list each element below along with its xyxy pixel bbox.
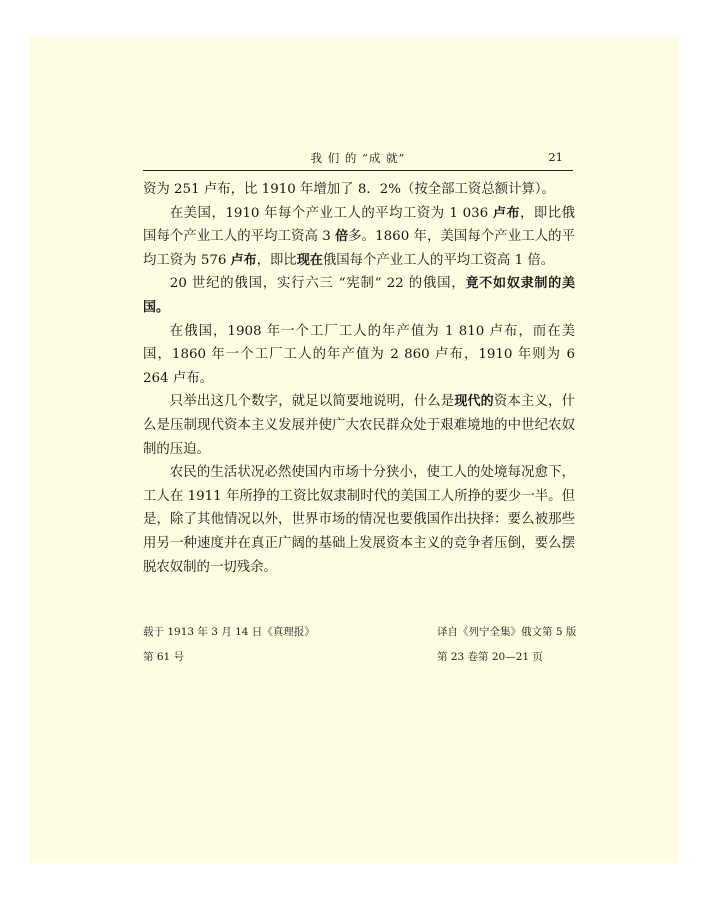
- page-number: 21: [548, 150, 563, 164]
- paragraph: [143, 202, 575, 273]
- emphasis-text: 现在: [296, 252, 323, 268]
- paragraph-text: 农民的生活状况必然使国内市场十分狭小，使工人的处境每况愈下，工人在 1911 年所挣的工资比奴隶制时代的美国工人所挣的要少一半。但是，除了其他情况以外，世界市场的情况也要俄国作出抉择：要么被那些用另一种速度并在真正广阔的基础上发展资本主义的竞争者压倒，要么摆脱农奴制的一切残余。: [143, 465, 575, 575]
- paragraph: [143, 272, 575, 319]
- paragraph: [143, 390, 575, 461]
- paragraph: [143, 178, 575, 202]
- chapter-title: 我 们 的 “成 就”: [310, 151, 406, 165]
- publication-info: [143, 620, 373, 670]
- paragraph-text: 在俄国，1908 年一个工厂工人的年产值为 1 810 卢布，而在美国，1860 年一个工厂工人的年产值为 2 860 卢布，1910 年则为 6 264 卢布。: [143, 323, 575, 386]
- emphasis-text: 倍: [335, 229, 349, 245]
- publication-line-1: 载于 1913 年 3 月 14 日《真理报》: [143, 626, 315, 638]
- paragraph-text: 在美国，1910 年每个产业工人的平均工资为 1 036: [169, 205, 493, 221]
- emphasis-text: 卢布: [492, 205, 520, 221]
- translation-line-1: 译自《列宁全集》俄文第 5 版: [437, 626, 577, 638]
- paragraph-text: 多。1860 年，美国每个产业工人的平均工资为 576: [143, 229, 575, 268]
- paragraph-text: 20 世纪的俄国，实行六三 “宪制” 22 的俄国，: [169, 276, 466, 292]
- paragraph: [143, 320, 575, 391]
- paragraph-text: 资本主义，什么是压制现代资本主义发展并使广大农民群众处于艰难境地的中世纪农奴制的压迫。: [143, 394, 575, 457]
- running-header: [143, 150, 573, 168]
- body-text: [143, 178, 575, 579]
- header-rule: [143, 170, 573, 171]
- paragraph-text: ，即比俄国每个产业工人的平均工资高 3: [143, 205, 576, 245]
- emphasis-text: 卢布: [230, 252, 257, 268]
- paragraph: [143, 461, 575, 579]
- translation-line-2: 第 23 卷第 20—21 页: [437, 651, 543, 663]
- emphasis-text: 现代的: [454, 394, 494, 410]
- translation-info: [437, 620, 587, 670]
- paragraph-text: 资为 251 卢布，比 1910 年增加了 8．2%（按全部工资总额计算）。: [143, 182, 555, 197]
- publication-line-2: 第 61 号: [143, 651, 185, 663]
- paragraph-text: 俄国每个产业工人的平均工资高 1 倍。: [322, 252, 555, 268]
- paragraph-text: ，即比: [256, 252, 297, 268]
- paragraph-text: 只举出这几个数字，就足以简要地说明，什么是: [169, 394, 455, 410]
- emphasis-text: 竟不如奴隶制的美国。: [143, 276, 575, 315]
